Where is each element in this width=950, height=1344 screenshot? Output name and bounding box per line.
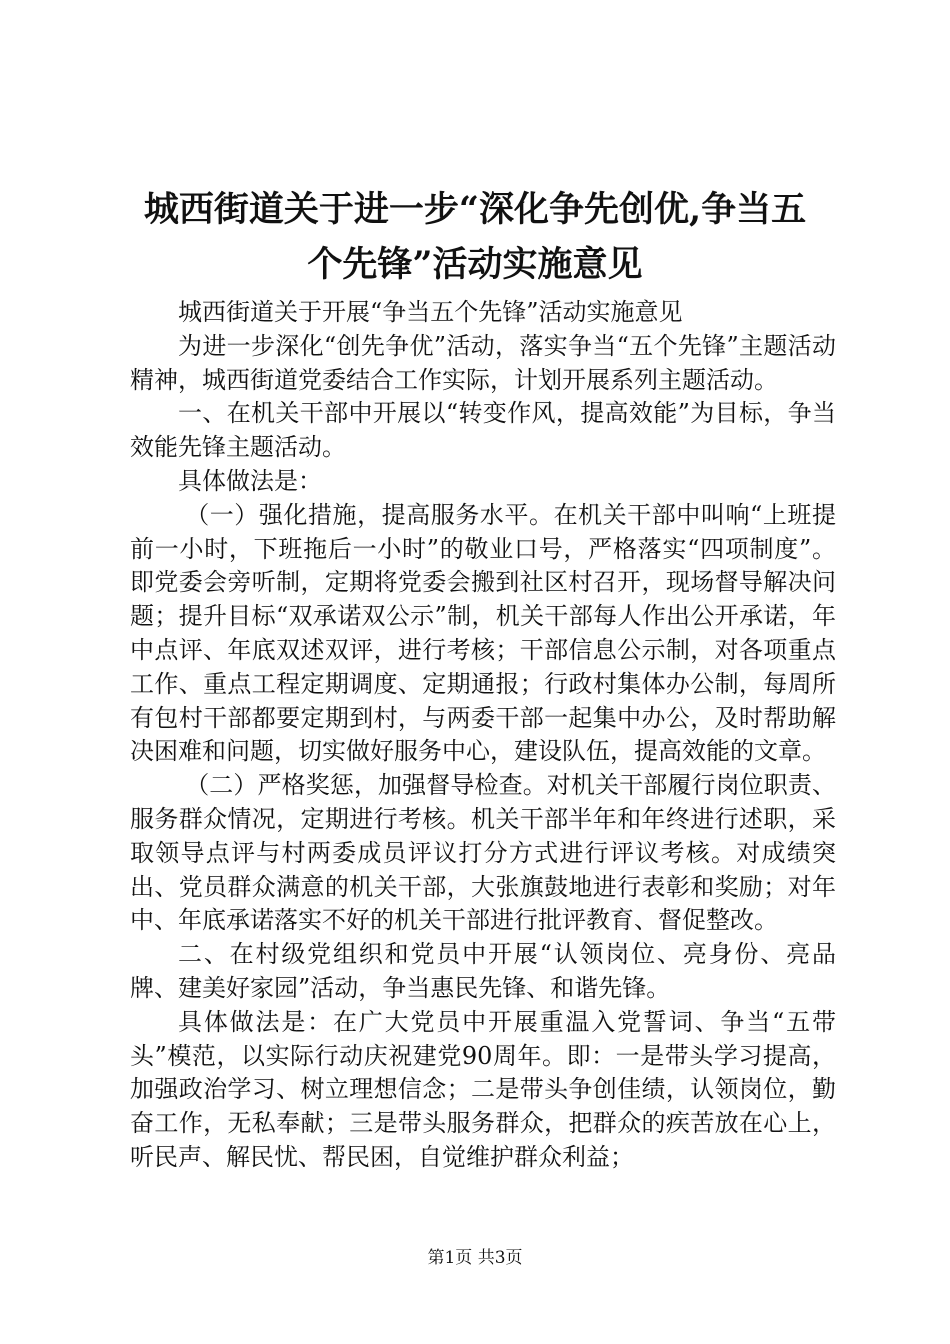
subtitle-paragraph: 城西街道关于开展“争当五个先锋”活动实施意见 [178, 298, 683, 326]
section-one-heading: 一、在机关干部中开展以“转变作风，提高效能”为目标，争当效能先锋主题活动。 [130, 399, 836, 462]
document-title [110, 182, 840, 292]
method-label: 具体做法是： [178, 466, 322, 495]
document-body [130, 296, 836, 1175]
page-footer: 第1页 共3页 [427, 1248, 523, 1268]
measure-two-paragraph: （二）严格奖惩，加强督导检查。对机关干部履行岗位职责、服务群众情况，定期进行考核。机关干部半年和年终进行述职，采取领导点评与村两委成员评议打分方式进行评议考核。对成绩突出、党员群众满意的机关干部，大张旗鼓地进行表彰和奖励；对年中、年底承诺落实不好的机关干部进行批评教育、督促整改。 [130, 771, 836, 935]
section-two-method-paragraph: 具体做法是：在广大党员中开展重温入党誓词、争当“五带头”模范，以实际行动庆祝建党90周年。即：一是带头学习提高，加强政治学习、树立理想信念；二是带头争创佳绩，认领岗位，勤奋工作，无私奉献；三是带头服务群众，把群众的疾苦放在心上，听民声、解民忧、帮民困，自觉维护群众利益； [130, 1007, 836, 1171]
title-line-1: 城西街道关于进一步“深化争先创优,争当五 [143, 189, 807, 230]
intro-paragraph: 为进一步深化“创先争优”活动，落实争当“五个先锋”主题活动精神，城西街道党委结合工作实际，计划开展系列主题活动。 [130, 331, 836, 394]
title-line-2: 个先锋”活动实施意见 [307, 244, 643, 285]
measure-one-paragraph: （一）强化措施，提高服务水平。在机关干部中叫响“上班提前一小时，下班拖后一小时”的敬业口号，严格落实“四项制度”。即党委会旁听制，定期将党委会搬到社区村召开，现场督导解决问题；提升目标“双承诺双公示”制，机关干部每人作出公开承诺，年中点评、年底双述双评，进行考核；干部信息公示制，对各项重点工作、重点工程定期调度、定期通报；行政村集体办公制，每周所有包村干部都要定期到村，与两委干部一起集中办公，及时帮助解决困难和问题，切实做好服务中心，建设队伍，提高效能的文章。 [130, 500, 836, 766]
section-two-heading: 二、在村级党组织和党员中开展“认领岗位、亮身份、亮品牌、建美好家园”活动，争当惠民先锋、和谐先锋。 [130, 940, 836, 1002]
